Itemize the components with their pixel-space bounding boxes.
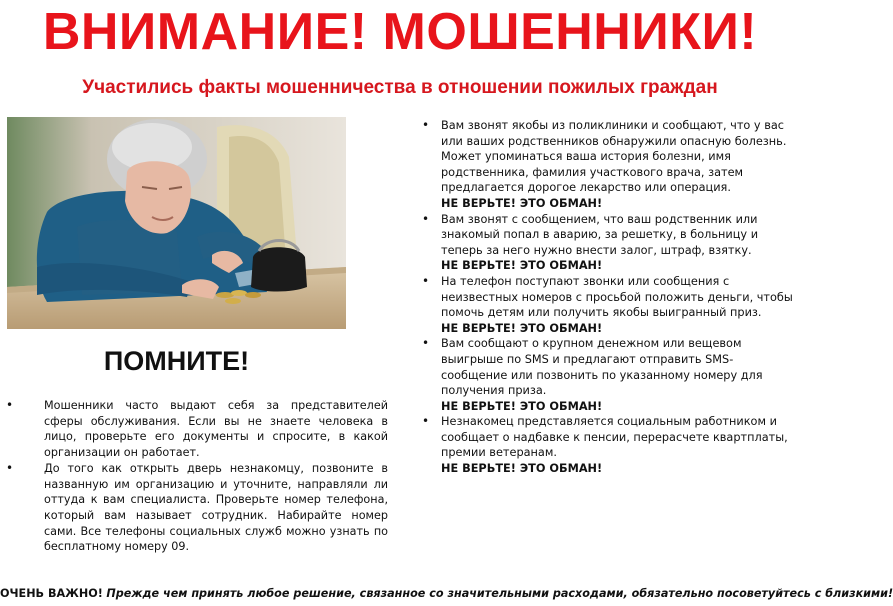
page-subtitle: Участились факты мошенничества в отношении пожилых граждан bbox=[82, 77, 718, 98]
bullet-icon: • bbox=[422, 336, 430, 351]
list-item-text: Вам звонят якобы из поликлиники и сообщают, что у вас или ваших родственников обнаружили опасную болезнь. Может упоминаться ваша история болезни, имя родственника, фамилия участкового врача, затем предлагается дорогое лекарство или операция. bbox=[441, 119, 787, 195]
list-item bbox=[420, 336, 794, 414]
bullet-icon: • bbox=[6, 398, 14, 412]
bullet-icon: • bbox=[422, 414, 430, 429]
list-item bbox=[420, 118, 794, 212]
advice-list bbox=[0, 398, 392, 555]
bullet-icon: • bbox=[422, 211, 430, 226]
warning-text: НЕ ВЕРЬТЕ! ЭТО ОБМАН! bbox=[441, 399, 603, 413]
footer-lead: ОЧЕНЬ ВАЖНО! bbox=[0, 587, 103, 600]
elderly-woman-counting-coins-photo bbox=[7, 117, 346, 329]
list-item bbox=[420, 414, 794, 476]
list-item-text: Вам звонят с сообщением, что ваш родственник или знакомый попал в аварию, за решетку, в больницу и теперь за него нужно внести залог, штраф, взятку. bbox=[441, 212, 759, 257]
bullet-icon: • bbox=[422, 273, 430, 288]
warning-text: НЕ ВЕРЬТЕ! ЭТО ОБМАН! bbox=[441, 259, 603, 273]
list-item-text: До того как открыть дверь незнакомцу, позвоните в названную им организацию и уточните, направляли ли оттуда к вам специалиста. Проверьте номер телефона, который вам называет сотрудник. Набирайте номер сами. Все телефоны социальных служб можно узнать по бесплатному номеру 09. bbox=[44, 461, 388, 554]
warning-text: НЕ ВЕРЬТЕ! ЭТО ОБМАН! bbox=[441, 321, 603, 335]
list-item-text: Мошенники часто выдают себя за представителей сферы обслуживания. Если вы не знаете человека в лицо, проверьте его документы и спросите, в какой организации он работает. bbox=[44, 399, 388, 460]
list-item bbox=[0, 461, 392, 555]
bullet-icon: • bbox=[422, 118, 430, 132]
list-item bbox=[420, 212, 794, 274]
remember-heading: ПОМНИТЕ! bbox=[103, 346, 250, 376]
scam-scenarios-list bbox=[420, 118, 794, 477]
footer-text: Прежде чем принять любое решение, связанное со значительными расходами, обязательно посоветуйтесь с близкими! bbox=[106, 587, 893, 600]
page-title: ВНИМАНИЕ! МОШЕННИКИ! bbox=[42, 3, 758, 61]
warning-text: НЕ ВЕРЬТЕ! ЭТО ОБМАН! bbox=[441, 462, 603, 476]
footer-note bbox=[0, 586, 893, 602]
bullet-icon: • bbox=[6, 460, 14, 475]
list-item bbox=[0, 398, 392, 461]
list-item-text: Незнакомец представляется социальным работником и сообщает о надбавке к пенсии, перерасчете квартплаты, премии ветеранам. bbox=[441, 415, 788, 460]
list-item-text: На телефон поступают звонки или сообщения с неизвестных номеров с просьбой положить деньги, чтобы помочь детям или получить якобы выигранный приз. bbox=[441, 274, 793, 320]
list-item-text: Вам сообщают о крупном денежном или вещевом выигрыше по SMS и предлагают отправить SMS-сообщение или позвонить по указанному номеру для получения приза. bbox=[441, 337, 763, 398]
list-item bbox=[420, 274, 794, 336]
warning-text: НЕ ВЕРЬТЕ! ЭТО ОБМАН! bbox=[441, 196, 603, 210]
